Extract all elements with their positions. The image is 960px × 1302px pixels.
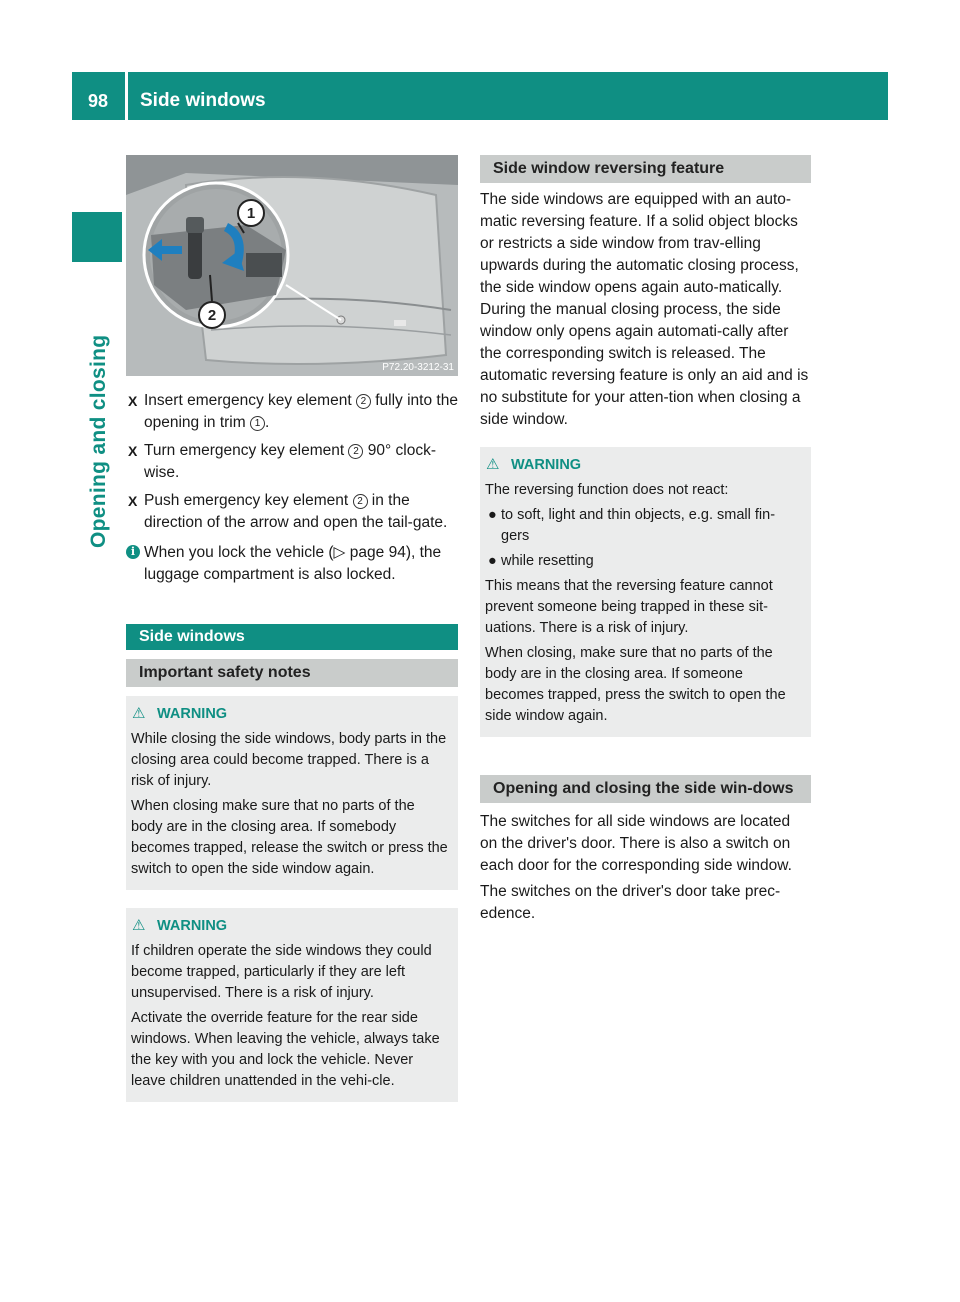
- instruction-step: [126, 490, 458, 534]
- page-ref-arrow-icon: ▷: [333, 544, 346, 561]
- left-column: [126, 155, 458, 1102]
- figure-callout-1: 1: [246, 205, 256, 222]
- warning-text: If children operate the side windows they could become trapped, particularly if they are left unsupervised. There is a risk of injury.: [131, 943, 432, 1001]
- side-tab-marker: [72, 212, 122, 262]
- warning-label: WARNING: [157, 706, 228, 722]
- warning-box: [480, 447, 811, 737]
- subsection-title: Opening and closing the side win-dows: [480, 775, 811, 803]
- warning-heading: [485, 454, 803, 476]
- bullet-dot-icon: ●: [488, 553, 497, 569]
- header-divider: [125, 72, 128, 120]
- step-text: Push emergency key element: [144, 492, 353, 509]
- tailgate-figure: [126, 155, 458, 376]
- warning-text: When closing, make sure that no parts of the body are in the closing area. If someone becomes trapped, press the switch to open the side window again.: [485, 645, 786, 724]
- step-text: Insert emergency key element: [144, 392, 356, 409]
- figure-callout-2: 2: [207, 307, 217, 324]
- info-icon: i: [126, 545, 140, 559]
- info-note: [126, 542, 458, 586]
- step-arrow-icon: X: [128, 493, 138, 509]
- right-column: [480, 155, 811, 925]
- page-number: 98: [87, 91, 109, 111]
- warning-text: Activate the override feature for the rear side windows. When leaving the vehicle, always take the key with you and lock the vehicle. Never leave children unattended in the vehi-cle.: [131, 1010, 440, 1089]
- warning-text: The reversing function does not react:: [485, 482, 729, 498]
- step-text: 90° clock-wise.: [144, 442, 436, 481]
- step-text: fully into the opening in trim: [144, 392, 458, 431]
- section-title: Side windows: [126, 624, 458, 650]
- list-item-text: while resetting: [501, 553, 594, 569]
- warning-triangle-icon: ⚠: [132, 705, 146, 722]
- page-reference-link[interactable]: page 94: [349, 544, 406, 561]
- warning-box: [126, 908, 458, 1102]
- body-text: The switches for all side windows are located on the driver's door. There is also a switch on each door for the corresponding side window.: [480, 813, 792, 874]
- warning-box: [126, 696, 458, 890]
- ref-circle-2: 2: [356, 394, 371, 409]
- warning-heading: [131, 915, 450, 937]
- list-item-text: to soft, light and thin objects, e.g. small fin-gers: [501, 507, 776, 544]
- info-text: ), the luggage compartment is also locked.: [144, 544, 442, 583]
- page-title: Side windows: [140, 90, 266, 111]
- list-item: [485, 505, 803, 547]
- warning-triangle-icon: ⚠: [486, 456, 500, 473]
- step-text: .: [264, 414, 270, 431]
- side-tab-label: Opening and closing: [87, 334, 110, 548]
- list-item: [485, 551, 803, 572]
- warning-heading: [131, 703, 450, 725]
- step-arrow-icon: X: [128, 393, 138, 409]
- ref-circle-2: 2: [353, 494, 368, 509]
- bullet-dot-icon: ●: [488, 507, 497, 523]
- tailgate-illustration: [126, 155, 458, 376]
- ref-circle-1: 1: [250, 416, 265, 431]
- warning-label: WARNING: [157, 918, 228, 934]
- warning-text: This means that the reversing feature cannot prevent someone being trapped in these sit-uations. There is a risk of injury.: [485, 578, 773, 636]
- step-arrow-icon: X: [128, 443, 138, 459]
- info-text: When you lock the vehicle (: [144, 544, 334, 561]
- warning-text: When closing make sure that no parts of the body are in the closing area. If somebody becomes trapped, release the switch or press the switch to open the side window again.: [131, 798, 448, 877]
- warning-label: WARNING: [511, 457, 582, 473]
- step-text: Turn emergency key element: [144, 442, 349, 459]
- instruction-step: [126, 440, 458, 484]
- figure-code: P72.20-3212-31: [382, 362, 454, 373]
- instruction-step: [126, 390, 458, 434]
- subsection-title: Important safety notes: [126, 659, 458, 687]
- body-text: The switches on the driver's door take prec-edence.: [480, 883, 781, 922]
- subsection-title: Side window reversing feature: [480, 155, 811, 183]
- body-text: The side windows are equipped with an auto-matic reversing feature. If a solid object blocks or restricts a side window from trav-elling upwards during the automatic closing process, the side window opens again auto-matically. During the manual closing process, the side window only opens again automati-cally after the corresponding switch is released. The automatic reversing feature is only an aid and is no substitute for your atten-tion when closing a side window.: [480, 191, 809, 428]
- step-text: in the direction of the arrow and open the tail-gate.: [144, 492, 448, 531]
- warning-triangle-icon: ⚠: [132, 917, 146, 934]
- warning-text: While closing the side windows, body parts in the closing area could become trapped. There is a risk of injury.: [131, 731, 447, 789]
- ref-circle-2: 2: [348, 444, 363, 459]
